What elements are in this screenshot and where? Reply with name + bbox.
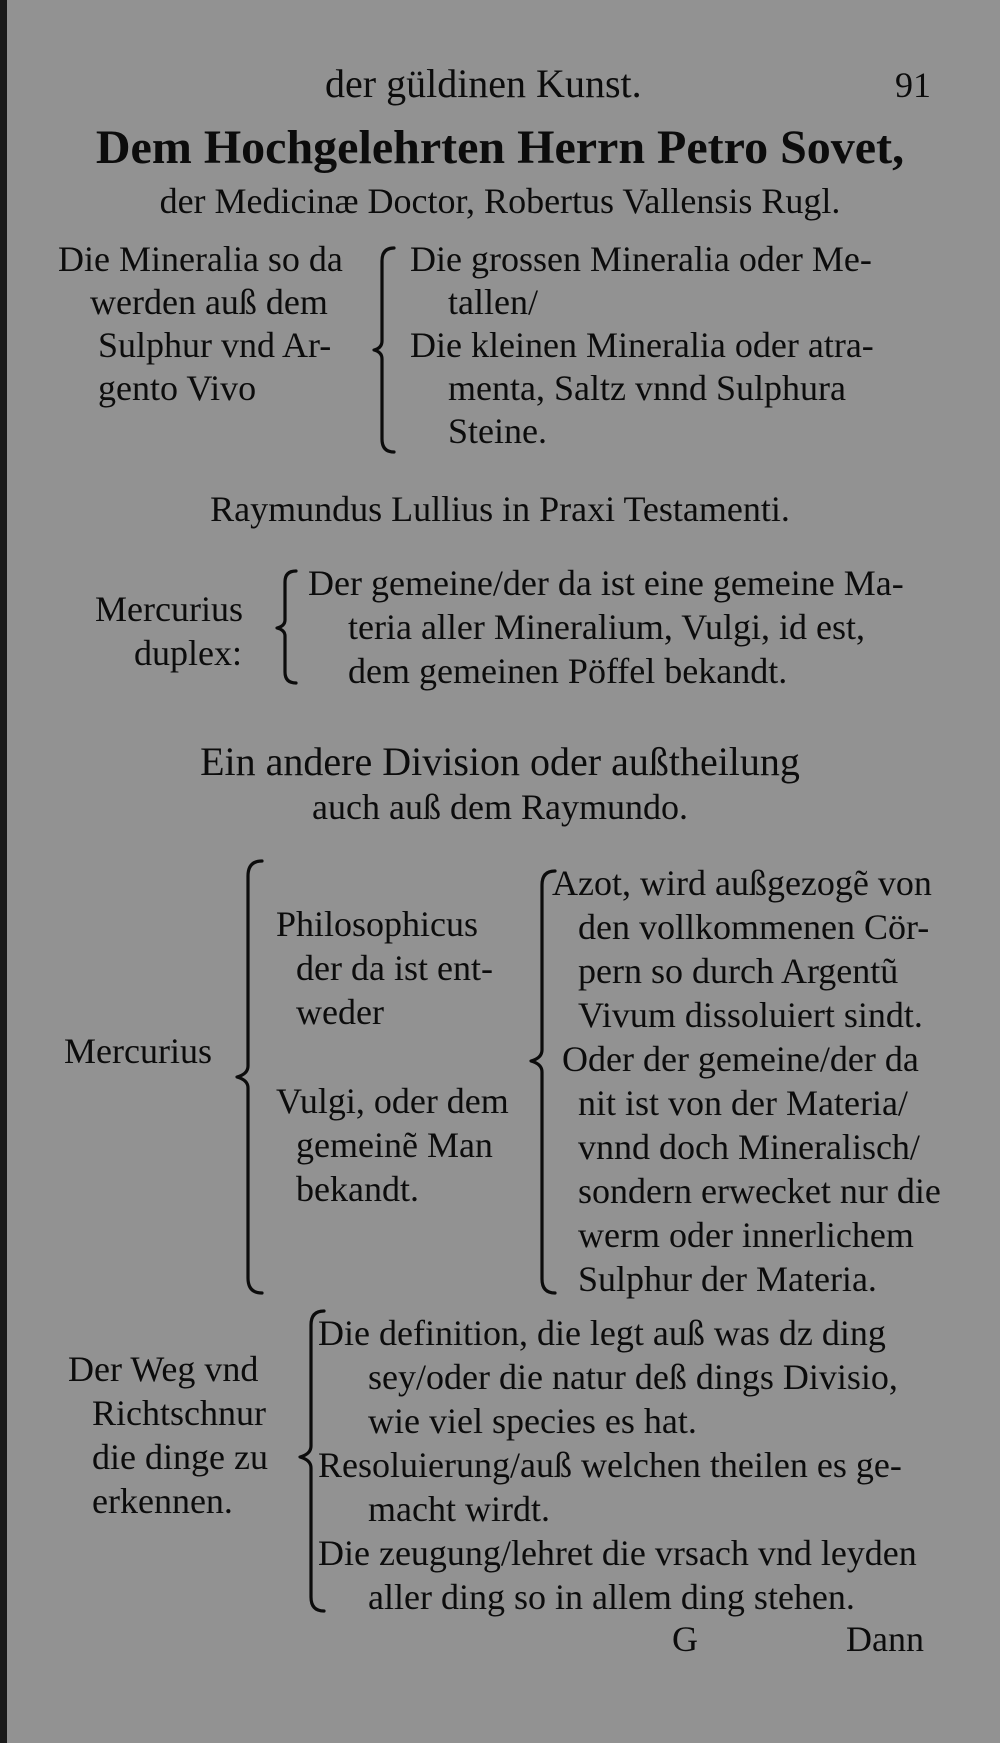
- block4-right-line: wie viel species es hat.: [368, 1401, 697, 1441]
- block3-outer-brace: [232, 858, 268, 1296]
- block3-right-line: Azot, wird außgezogẽ von: [552, 863, 932, 903]
- block1-brace: [370, 245, 400, 455]
- block4-left-line: die dinge zu: [92, 1437, 268, 1477]
- block3-right-line: nit ist von der Materia/: [578, 1083, 908, 1123]
- block3-right-line: sondern erwecket nur die: [578, 1171, 941, 1211]
- block1-left-line: gento Vivo: [98, 368, 257, 408]
- dedication-title: Dem Hochgelehrten Herrn Petro Sovet,: [95, 121, 905, 174]
- block2-left-line: Mercurius: [95, 589, 243, 629]
- block3-root: Mercurius: [64, 1031, 212, 1071]
- block2-brace: [272, 568, 302, 686]
- signature-mark: G: [672, 1619, 698, 1659]
- running-title: der güldinen Kunst.: [325, 61, 642, 106]
- block4-left-line: Der Weg vnd: [68, 1349, 259, 1389]
- block1-right-line: menta, Saltz vnnd Sulphura: [448, 368, 846, 408]
- block3-branch2-line: gemeinẽ Man: [296, 1125, 493, 1165]
- block4-right-line: Die zeugung/lehret die vrsach vnd leyden: [318, 1533, 917, 1573]
- catchword: Dann: [846, 1619, 924, 1659]
- block3-branch1-line: der da ist ent-: [296, 948, 493, 988]
- block3-right-line: den vollkommenen Cör-: [578, 907, 930, 947]
- page-edge-shadow: [0, 0, 7, 1743]
- block3-right-line: vnnd doch Mineralisch/: [578, 1127, 920, 1167]
- division-heading: Ein andere Division oder außtheilung: [200, 739, 800, 784]
- block1-left-line: werden auß dem: [90, 282, 328, 322]
- block4-right-line: sey/oder die natur deß dings Divisio,: [368, 1357, 898, 1397]
- block1-left-line: Die Mineralia so da: [58, 239, 343, 279]
- page-number: 91: [895, 65, 931, 105]
- block3-right-line: Oder der gemeine/der da: [562, 1039, 919, 1079]
- block4-left-line: erkennen.: [92, 1481, 233, 1521]
- block3-branch2-line: bekandt.: [296, 1169, 419, 1209]
- caption-raymundus: Raymundus Lullius in Praxi Testamenti.: [210, 489, 790, 529]
- block2-right-line: dem gemeinen Pöffel bekandt.: [348, 651, 788, 691]
- block1-right-line: Die kleinen Mineralia oder atra-: [410, 325, 874, 365]
- block1-right-line: Steine.: [448, 411, 547, 451]
- block4-right-line: Die definition, die legt auß was dz ding: [318, 1313, 886, 1353]
- block3-right-line: Sulphur der Materia.: [578, 1259, 877, 1299]
- block4-left-line: Richtschnur: [92, 1393, 266, 1433]
- block3-right-line: pern so durch Argentũ: [578, 951, 899, 991]
- block1-left-line: Sulphur vnd Ar-: [98, 325, 332, 365]
- block2-left-line: duplex:: [134, 633, 242, 673]
- block4-right-line: macht wirdt.: [368, 1489, 550, 1529]
- dedication-subtitle: der Medicinæ Doctor, Robertus Vallensis Rugl.: [159, 181, 841, 221]
- block1-right-line: tallen/: [448, 282, 538, 322]
- block3-right-line: werm oder innerlichem: [578, 1215, 914, 1255]
- block2-right-line: Der gemeine/der da ist eine gemeine Ma-: [308, 563, 904, 603]
- block3-branch2-line: Vulgi, oder dem: [276, 1081, 509, 1121]
- division-subheading: auch auß dem Raymundo.: [312, 787, 688, 827]
- block4-right-line: aller ding so in allem ding stehen.: [368, 1577, 855, 1617]
- block3-right-line: Vivum dissoluiert sindt.: [578, 995, 923, 1035]
- block4-right-line: Resoluierung/auß welchen theilen es ge-: [318, 1445, 902, 1485]
- block3-inner-brace: [527, 868, 561, 1296]
- block3-branch1-line: weder: [296, 992, 384, 1032]
- block3-branch1-line: Philosophicus: [276, 904, 479, 944]
- block2-right-line: teria aller Mineralium, Vulgi, id est,: [348, 607, 866, 647]
- block1-right-line: Die grossen Mineralia oder Me-: [410, 239, 872, 279]
